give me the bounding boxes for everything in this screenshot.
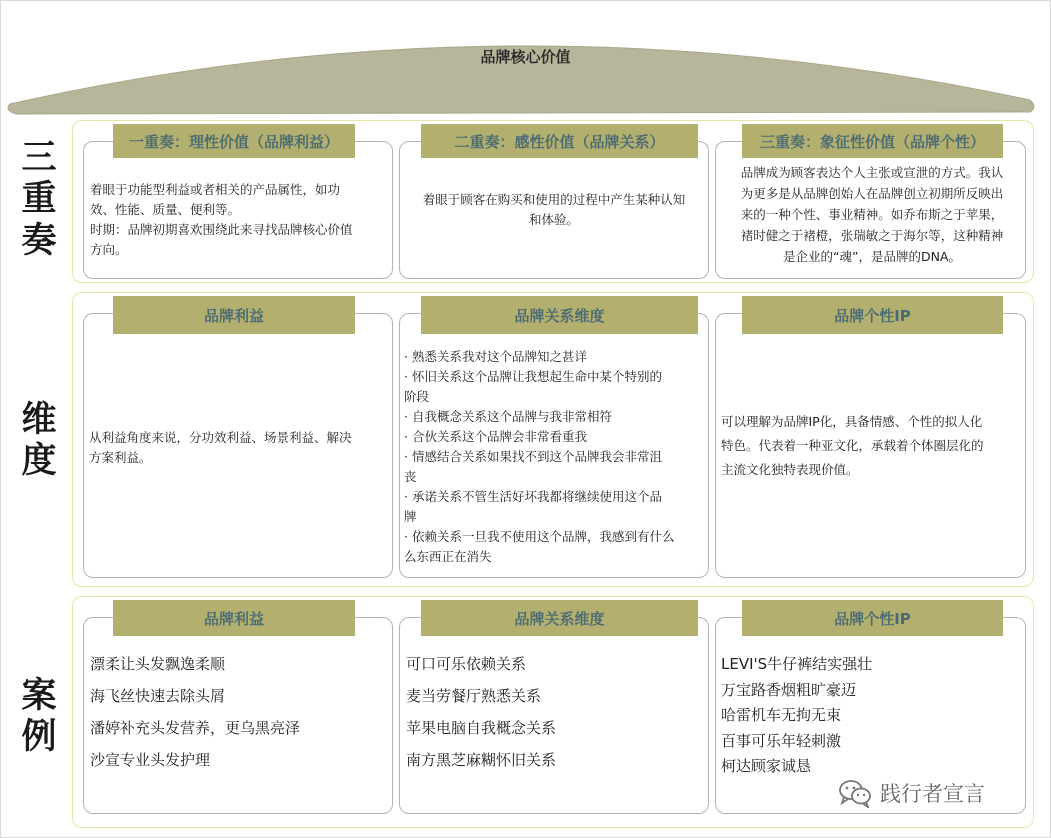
tag-brand-personality: 品牌个性IP [742, 296, 1003, 334]
text-line: 褚时健之于褚橙，张瑞敏之于海尔等，这种精神 [740, 228, 1004, 243]
card-body-brand-personality [721, 410, 1023, 482]
card-body-relationship [404, 347, 704, 567]
case-item: 苹果电脑自我概念关系 [406, 719, 557, 737]
case-item: 万宝路香烟粗旷豪迈 [721, 680, 857, 699]
tag-emotional-value: 二重奏：感性价值（品牌关系） [421, 124, 698, 158]
text-line: 时期：品牌初期喜欢围绕此来寻找品牌核心价值 [90, 222, 353, 237]
side-label-three-layers [14, 138, 64, 262]
list-item: · 自我概念关系这个品牌与我非常相符 [404, 409, 612, 424]
text-line: 品牌成为顾客表达个人主张或宣泄的方式。我认 [740, 165, 1004, 180]
text-line: 效、性能、质量、便利等。 [90, 202, 241, 217]
card-body-brand-benefit [89, 428, 391, 468]
text-line: 方向。 [90, 242, 128, 257]
card-body-case-benefit [90, 648, 390, 776]
case-item: LEVI'S牛仔裤结实强壮 [721, 655, 873, 673]
card-body-case-personality [721, 652, 1021, 780]
text-line: 着眼于顾客在购买和使用的过程中产生某种认知 [422, 192, 686, 207]
side-char: 案 [21, 676, 57, 716]
side-char: 维 [21, 400, 57, 440]
list-item: · 合伙关系这个品牌会非常看重我 [404, 429, 587, 444]
tag-relationship-dimension: 品牌关系维度 [421, 296, 698, 334]
list-item: 牌 [404, 509, 417, 524]
side-char: 例 [21, 717, 57, 758]
side-char: 奏 [21, 220, 57, 261]
list-item: 么东西正在消失 [404, 549, 492, 564]
case-item: 麦当劳餐厅熟悉关系 [406, 687, 542, 705]
text-line: 特色。代表着一种亚文化，承载着个体圈层化的 [721, 438, 984, 453]
text-line: 着眼于功能型利益或者相关的产品属性，如功 [90, 182, 341, 197]
case-item: 百事可乐年轻刺激 [721, 731, 842, 750]
tag-symbolic-value: 三重奏：象征性价值（品牌个性） [742, 124, 1003, 158]
case-item: 海飞丝快速去除头屑 [90, 687, 226, 705]
card-body-case-relationship [406, 648, 706, 776]
list-item: · 熟悉关系我对这个品牌知之甚详 [404, 349, 587, 364]
text-line: 主流文化独特表现价值。 [721, 462, 859, 477]
case-item: 哈雷机车无拘无束 [721, 706, 842, 724]
text-line: 为更多是从品牌创始人在品牌创立初期所反映出 [740, 186, 1004, 201]
card-body-emotional [401, 190, 707, 230]
case-item: 南方黑芝麻糊怀旧关系 [406, 751, 557, 769]
text-line: 和体验。 [528, 212, 579, 227]
case-item: 潘婷补充头发营养，更乌黑亮泽 [90, 719, 301, 737]
list-item: 丧 [404, 469, 417, 484]
card-body-rational [90, 180, 390, 260]
list-item: · 依赖关系一旦我不使用这个品牌，我感到有什么 [404, 529, 675, 544]
case-item: 漂柔让头发飘逸柔顺 [90, 655, 226, 673]
list-item: · 情感结合关系如果找不到这个品牌我会非常沮 [404, 449, 662, 464]
tag-case-personality: 品牌个性IP [742, 600, 1003, 636]
side-char: 重 [21, 179, 57, 220]
text-line: 可以理解为品牌IP化，具备情感、个性的拟人化 [721, 414, 983, 429]
text-line: 从利益角度来说，分功效利益、场景利益、解决 [89, 430, 352, 445]
card-body-symbolic [721, 162, 1023, 267]
watermark [838, 776, 1038, 810]
tag-case-benefit: 品牌利益 [113, 600, 355, 636]
brand-core-value-title: 品牌核心价值 [480, 48, 571, 66]
tag-brand-benefit: 品牌利益 [113, 296, 355, 334]
side-label-cases [14, 676, 64, 759]
side-label-dimension [14, 400, 64, 483]
case-item: 柯达顾家诚恳 [721, 757, 812, 775]
list-item: · 怀旧关系这个品牌让我想起生命中某个特别的 [404, 369, 662, 384]
text-line: 来的一种个性、事业精神。如乔布斯之于苹果， [740, 207, 1004, 222]
list-item: · 承诺关系不管生活好坏我都将继续使用这个品 [404, 489, 662, 504]
list-item: 阶段 [404, 389, 430, 404]
tag-case-relationship: 品牌关系维度 [421, 600, 698, 636]
text-line: 是企业的“魂”，是品牌的DNA。 [783, 249, 961, 264]
side-char: 度 [21, 441, 57, 482]
watermark-text: 践行者宣言 [880, 782, 985, 806]
tag-rational-value: 一重奏：理性价值（品牌利益） [113, 124, 355, 158]
case-item: 沙宣专业头发护理 [90, 751, 211, 769]
case-item: 可口可乐依赖关系 [406, 655, 527, 673]
side-char: 三 [21, 138, 57, 178]
wechat-icon [838, 778, 872, 808]
text-line: 方案利益。 [89, 450, 152, 465]
